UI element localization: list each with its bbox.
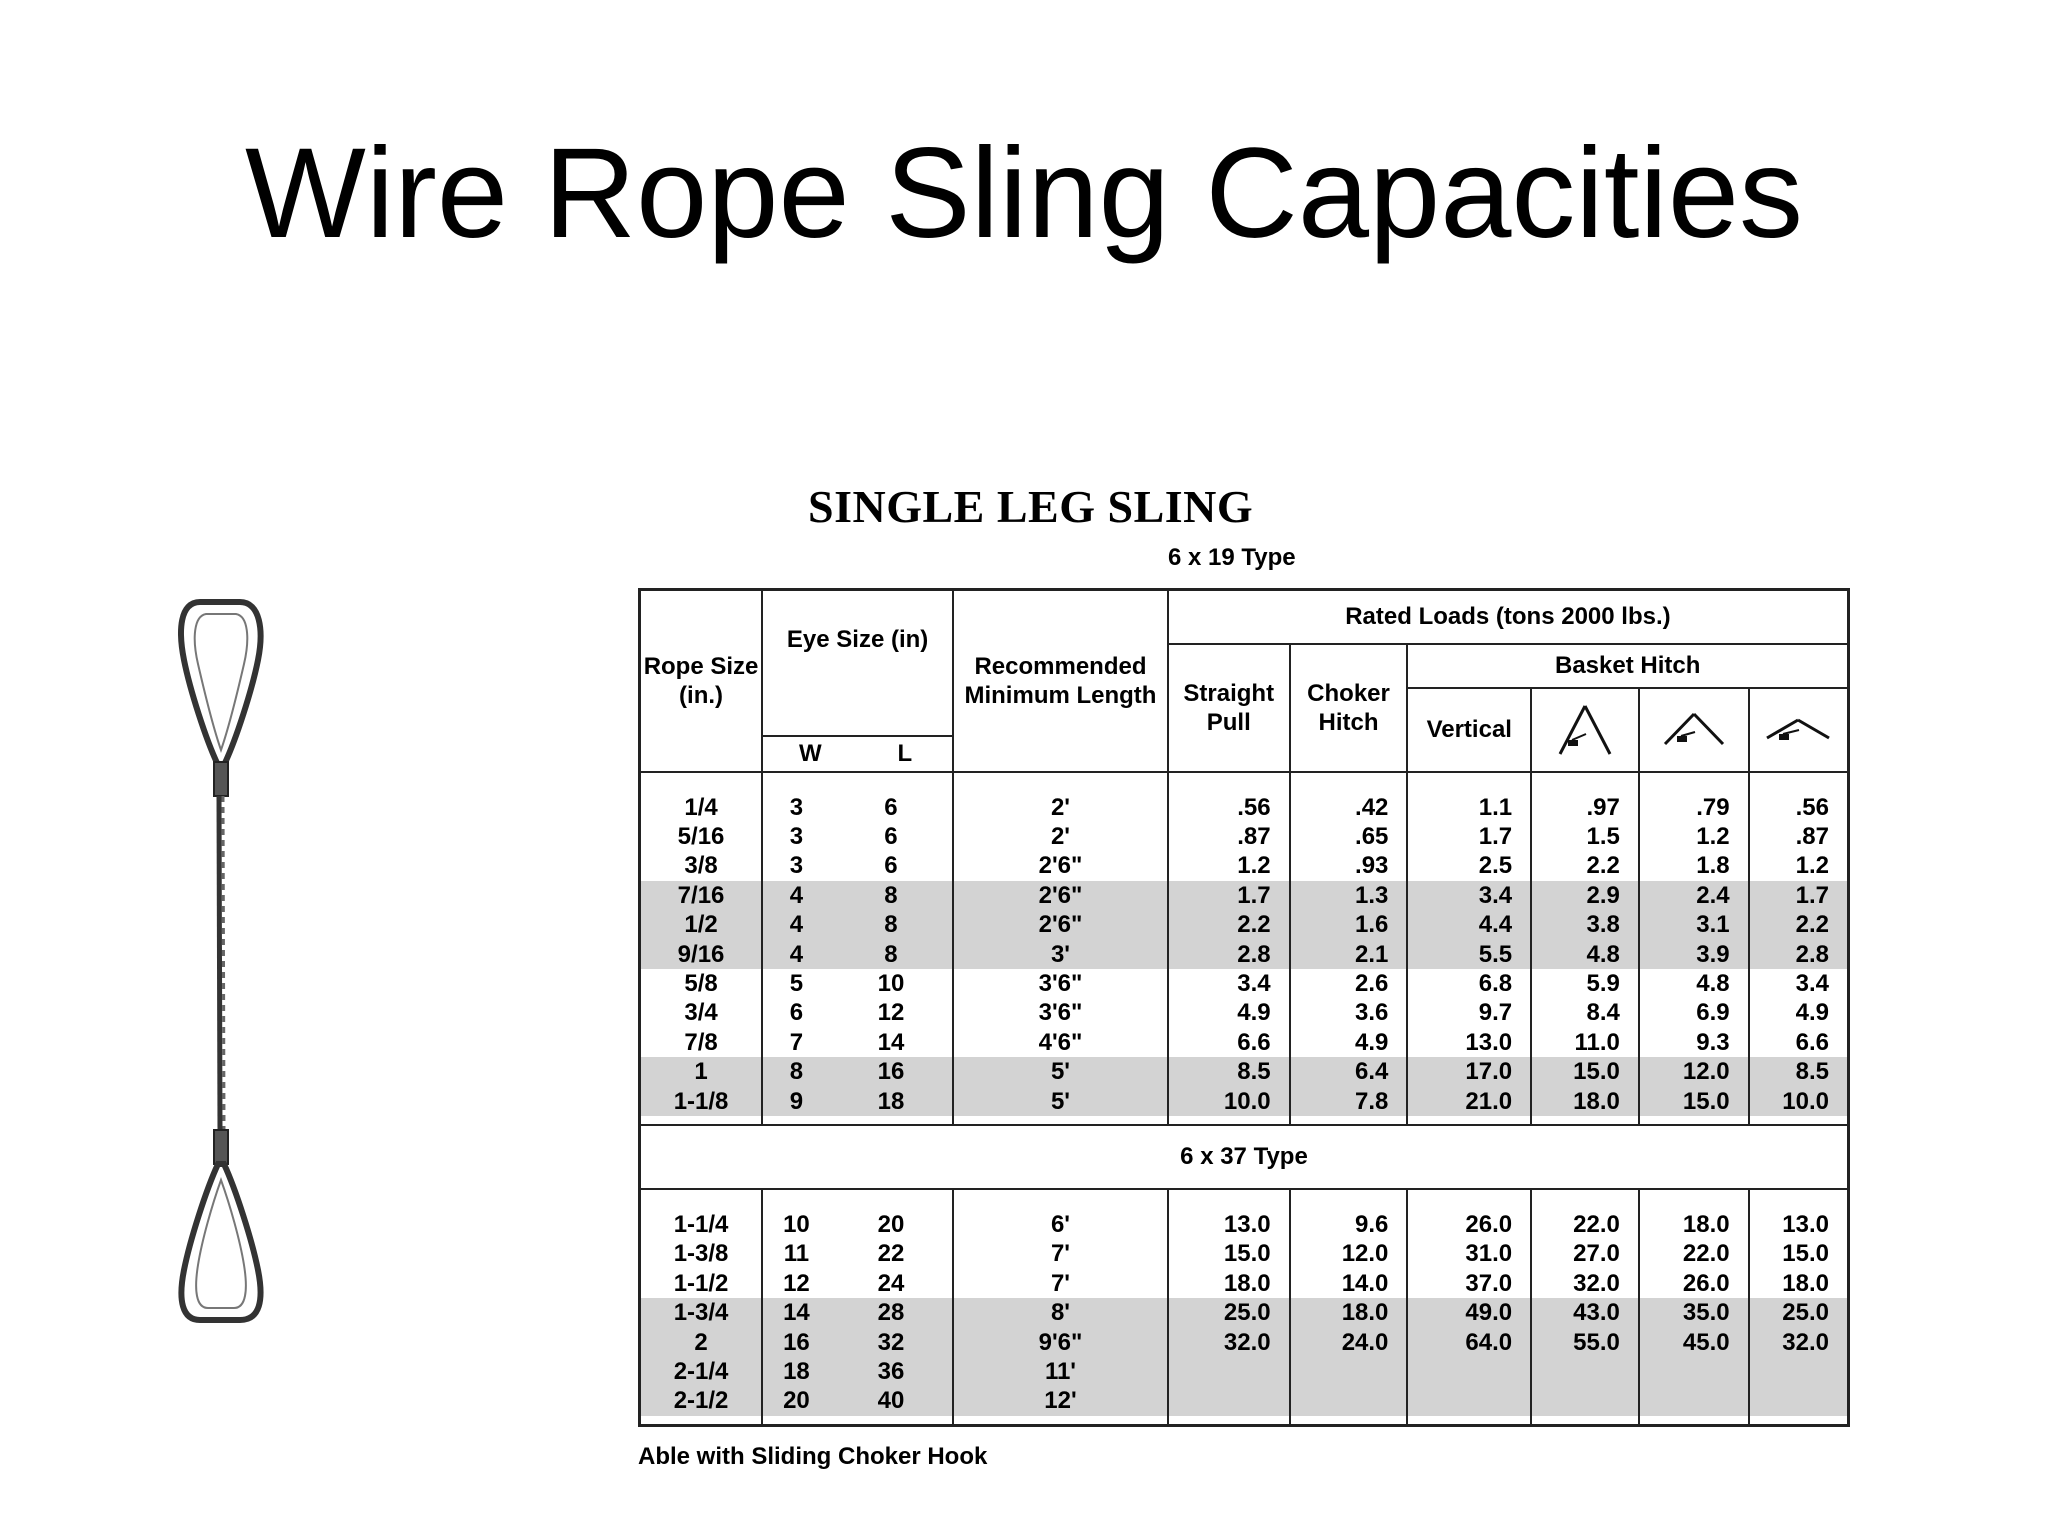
cell-eye-l: 14: [877, 1028, 905, 1056]
header-eye-l: L: [897, 739, 913, 767]
cell-basket-60: 32.0: [1531, 1269, 1639, 1298]
header-basket-hitch: Basket Hitch: [1407, 644, 1848, 688]
table-row: [640, 969, 1849, 998]
cell-straight-pull: 2.8: [1168, 939, 1290, 968]
cell-basket-30: 18.0: [1749, 1269, 1849, 1298]
cell-straight-pull: 32.0: [1168, 1327, 1290, 1356]
table-row: [640, 1057, 1849, 1086]
cell-choker-hitch: 24.0: [1290, 1327, 1408, 1356]
cell-eye-l: 12: [877, 999, 905, 1027]
cell-basket-60: 5.9: [1531, 969, 1639, 998]
cell-eye-w: 16: [762, 1327, 830, 1356]
basket-hitch-60-degree-icon: [1531, 688, 1639, 772]
cell-eye-w: 6: [762, 998, 830, 1027]
cell-basket-60: 55.0: [1531, 1327, 1639, 1356]
cell-basket-45: 15.0: [1639, 1086, 1749, 1115]
table-row: [640, 998, 1849, 1027]
cell-eye-l: 40: [830, 1386, 953, 1415]
cell-vertical: 6.8: [1407, 969, 1531, 998]
cell-basket-45: 18.0: [1639, 1210, 1749, 1239]
cell-basket-60: 27.0: [1531, 1239, 1639, 1268]
cell-choker-hitch: .42: [1290, 793, 1408, 822]
cell-basket-30: 6.6: [1749, 1028, 1849, 1057]
cell-choker-hitch: 6.4: [1290, 1057, 1408, 1086]
cell-vertical: 37.0: [1407, 1269, 1531, 1298]
cell-straight-pull: 10.0: [1168, 1086, 1290, 1115]
cell-min-length: 11': [953, 1357, 1168, 1386]
cell-eye-l: 8: [830, 881, 953, 910]
table-title: SINGLE LEG SLING: [808, 481, 1254, 532]
cell-eye-l: 24: [877, 1269, 905, 1297]
cell-choker-hitch: 9.6: [1290, 1210, 1408, 1239]
table-row: [640, 1239, 1849, 1268]
cell-rope-size: 5/16: [677, 823, 725, 851]
cell-vertical: 64.0: [1407, 1327, 1531, 1356]
cell-vertical: 1.7: [1407, 822, 1531, 851]
cell-basket-45: [1639, 1357, 1749, 1386]
cell-eye-l: 28: [830, 1298, 953, 1327]
header-rope-size: Rope Size (in.): [640, 590, 763, 772]
cell-eye-l: 16: [830, 1057, 953, 1086]
cell-choker-hitch: 3.6: [1290, 998, 1408, 1027]
cell-min-length: 3'6": [953, 969, 1168, 998]
cell-rope-size: 1-1/8: [640, 1086, 763, 1115]
cell-min-length: 4'6": [953, 1028, 1168, 1057]
header-eye-w: W: [799, 739, 822, 767]
cell-eye-w: 3: [762, 793, 830, 822]
cell-straight-pull: .87: [1168, 822, 1290, 851]
table-section-6x37: [640, 1125, 1849, 1189]
table-row: [640, 1357, 1849, 1386]
cell-straight-pull: 2.2: [1168, 910, 1290, 939]
cell-vertical: 4.4: [1407, 910, 1531, 939]
cell-basket-45: [1639, 1386, 1749, 1415]
basket-hitch-45-degree-icon: [1639, 688, 1749, 772]
cell-eye-l: 10: [877, 970, 905, 998]
cell-eye-l: 32: [830, 1327, 953, 1356]
cell-straight-pull: 6.6: [1168, 1028, 1290, 1057]
cell-choker-hitch: 12.0: [1290, 1239, 1408, 1268]
cell-eye-w: 10: [762, 1210, 830, 1239]
cell-vertical: 26.0: [1407, 1210, 1531, 1239]
cell-eye-w: 4: [762, 881, 830, 910]
cell-basket-30: 10.0: [1749, 1086, 1849, 1115]
cell-choker-hitch: 7.8: [1290, 1086, 1408, 1115]
cell-rope-size: 2: [640, 1327, 763, 1356]
cell-rope-size: 3/4: [684, 999, 718, 1027]
table-row: [640, 1269, 1849, 1298]
sling-capacity-table: [638, 588, 1850, 1427]
cell-vertical: [1407, 1357, 1531, 1386]
header-straight-pull: Straight Pull: [1168, 644, 1290, 772]
cell-basket-45: 9.3: [1639, 1028, 1749, 1057]
cell-basket-60: [1531, 1357, 1639, 1386]
table-row: [640, 1327, 1849, 1356]
cell-eye-w: 8: [762, 1057, 830, 1086]
cell-rope-size: 1/2: [640, 910, 763, 939]
cell-eye-w: 4: [762, 939, 830, 968]
cell-choker-hitch: .65: [1290, 822, 1408, 851]
cell-straight-pull: 18.0: [1168, 1269, 1290, 1298]
type-19-label: 6 x 19 Type: [1168, 544, 1296, 571]
cell-eye-l: 6: [884, 852, 898, 880]
cell-min-length: 5': [953, 1057, 1168, 1086]
cell-eye-l: 8: [830, 910, 953, 939]
cell-basket-30: 2.2: [1749, 910, 1849, 939]
cell-basket-60: 22.0: [1531, 1210, 1639, 1239]
cell-basket-45: 6.9: [1639, 998, 1749, 1027]
cell-straight-pull: 3.4: [1168, 969, 1290, 998]
cell-basket-30: [1749, 1386, 1849, 1415]
cell-straight-pull: 4.9: [1168, 998, 1290, 1027]
cell-rope-size: 9/16: [640, 939, 763, 968]
cell-basket-45: .79: [1639, 793, 1749, 822]
cell-rope-size: 3/8: [684, 852, 718, 880]
cell-basket-60: 15.0: [1531, 1057, 1639, 1086]
cell-basket-30: 4.9: [1749, 998, 1849, 1027]
cell-basket-60: 18.0: [1531, 1086, 1639, 1115]
cell-straight-pull: 25.0: [1168, 1298, 1290, 1327]
cell-basket-30: 2.8: [1749, 939, 1849, 968]
cell-straight-pull: 8.5: [1168, 1057, 1290, 1086]
header-eye-wl: [762, 688, 953, 772]
cell-basket-30: 13.0: [1749, 1210, 1849, 1239]
cell-basket-30: 32.0: [1749, 1327, 1849, 1356]
wire-rope-sling-icon: [160, 590, 310, 1330]
cell-eye-w: 12: [762, 1269, 830, 1298]
table-row: [640, 1086, 1849, 1115]
cell-eye-w: 3: [762, 851, 830, 880]
cell-basket-60: .97: [1531, 793, 1639, 822]
table-row: [640, 910, 1849, 939]
cell-vertical: 17.0: [1407, 1057, 1531, 1086]
basket-hitch-30-degree-icon: [1749, 688, 1849, 772]
table-row: [640, 1386, 1849, 1415]
cell-vertical: 49.0: [1407, 1298, 1531, 1327]
cell-eye-l: 6: [884, 823, 898, 851]
cell-straight-pull: [1168, 1386, 1290, 1415]
header-eye-size: Eye Size (in): [762, 590, 953, 688]
cell-rope-size: 1-3/4: [640, 1298, 763, 1327]
cell-min-length: 2'6": [953, 881, 1168, 910]
cell-rope-size: 1: [640, 1057, 763, 1086]
cell-vertical: [1407, 1386, 1531, 1415]
cell-basket-30: 3.4: [1749, 969, 1849, 998]
cell-vertical: 21.0: [1407, 1086, 1531, 1115]
cell-basket-60: [1531, 1386, 1639, 1415]
cell-vertical: 3.4: [1407, 881, 1531, 910]
cell-rope-size: 2-1/2: [640, 1386, 763, 1415]
cell-eye-l: 18: [830, 1086, 953, 1115]
cell-straight-pull: .56: [1168, 793, 1290, 822]
cell-basket-60: 11.0: [1531, 1028, 1639, 1057]
cell-eye-w: 5: [762, 969, 830, 998]
cell-choker-hitch: 4.9: [1290, 1028, 1408, 1057]
cell-choker-hitch: 1.6: [1290, 910, 1408, 939]
cell-basket-30: [1749, 1357, 1849, 1386]
cell-basket-60: 4.8: [1531, 939, 1639, 968]
table-row: [640, 1210, 1849, 1239]
cell-basket-45: 2.4: [1639, 881, 1749, 910]
cell-basket-60: 43.0: [1531, 1298, 1639, 1327]
cell-min-length: 2': [953, 822, 1168, 851]
cell-eye-w: 9: [762, 1086, 830, 1115]
cell-basket-30: .87: [1749, 822, 1849, 851]
cell-rope-size: 5/8: [684, 970, 718, 998]
cell-min-length: 7': [953, 1239, 1168, 1268]
cell-straight-pull: 1.7: [1168, 881, 1290, 910]
cell-choker-hitch: 1.3: [1290, 881, 1408, 910]
cell-basket-45: 12.0: [1639, 1057, 1749, 1086]
cell-basket-45: 3.9: [1639, 939, 1749, 968]
cell-vertical: 13.0: [1407, 1028, 1531, 1057]
cell-min-length: 7': [953, 1269, 1168, 1298]
table-row: [640, 939, 1849, 968]
cell-rope-size: 7/16: [640, 881, 763, 910]
cell-straight-pull: 13.0: [1168, 1210, 1290, 1239]
type-37-label: 6 x 37 Type: [640, 1125, 1849, 1189]
cell-choker-hitch: [1290, 1386, 1408, 1415]
cell-basket-30: 1.7: [1749, 881, 1849, 910]
header-vertical: Vertical: [1407, 688, 1531, 772]
footnote: Able with Sliding Choker Hook: [638, 1443, 988, 1470]
cell-rope-size: 2-1/4: [640, 1357, 763, 1386]
cell-min-length: 12': [953, 1386, 1168, 1415]
cell-min-length: 6': [953, 1210, 1168, 1239]
cell-vertical: 9.7: [1407, 998, 1531, 1027]
cell-vertical: 2.5: [1407, 851, 1531, 880]
cell-min-length: 3'6": [953, 998, 1168, 1027]
cell-vertical: 31.0: [1407, 1239, 1531, 1268]
cell-basket-30: 1.2: [1749, 851, 1849, 880]
cell-min-length: 8': [953, 1298, 1168, 1327]
header-choker-hitch: Choker Hitch: [1290, 644, 1408, 772]
cell-min-length: 2'6": [953, 851, 1168, 880]
cell-eye-l: 6: [884, 793, 898, 821]
cell-eye-w: 11: [762, 1239, 830, 1268]
cell-min-length: 2': [953, 793, 1168, 822]
cell-straight-pull: 15.0: [1168, 1239, 1290, 1268]
cell-basket-45: 3.1: [1639, 910, 1749, 939]
cell-min-length: 5': [953, 1086, 1168, 1115]
cell-eye-w: 4: [762, 910, 830, 939]
cell-rope-size: 1/4: [684, 793, 718, 821]
cell-eye-l: 22: [877, 1240, 905, 1268]
cell-basket-60: 8.4: [1531, 998, 1639, 1027]
table-row: [640, 881, 1849, 910]
table-body-6x19: [640, 772, 1849, 1125]
cell-basket-30: .56: [1749, 793, 1849, 822]
slide-title: Wire Rope Sling Capacities: [245, 122, 1803, 265]
cell-eye-w: 7: [762, 1028, 830, 1057]
table-row: [640, 822, 1849, 851]
cell-basket-60: 3.8: [1531, 910, 1639, 939]
cell-rope-size: 7/8: [684, 1028, 718, 1056]
cell-eye-l: 36: [830, 1357, 953, 1386]
cell-basket-60: 2.2: [1531, 851, 1639, 880]
cell-basket-45: 4.8: [1639, 969, 1749, 998]
cell-straight-pull: 1.2: [1168, 851, 1290, 880]
cell-rope-size: 1-3/8: [673, 1240, 729, 1268]
cell-min-length: 9'6": [953, 1327, 1168, 1356]
table-row: [640, 1298, 1849, 1327]
cell-basket-60: 2.9: [1531, 881, 1639, 910]
cell-choker-hitch: 2.6: [1290, 969, 1408, 998]
cell-choker-hitch: 18.0: [1290, 1298, 1408, 1327]
cell-basket-60: 1.5: [1531, 822, 1639, 851]
table-row: [640, 851, 1849, 880]
cell-eye-w: 20: [762, 1386, 830, 1415]
cell-basket-45: 1.8: [1639, 851, 1749, 880]
cell-choker-hitch: 2.1: [1290, 939, 1408, 968]
cell-choker-hitch: .93: [1290, 851, 1408, 880]
cell-basket-30: 25.0: [1749, 1298, 1849, 1327]
cell-basket-45: 26.0: [1639, 1269, 1749, 1298]
cell-vertical: 5.5: [1407, 939, 1531, 968]
header-rated-loads: Rated Loads (tons 2000 lbs.): [1168, 590, 1849, 644]
cell-eye-w: 14: [762, 1298, 830, 1327]
cell-min-length: 3': [953, 939, 1168, 968]
table-row: [640, 793, 1849, 822]
cell-basket-45: 45.0: [1639, 1327, 1749, 1356]
cell-rope-size: 1-1/4: [673, 1210, 729, 1238]
table-body-6x37: [640, 1189, 1849, 1425]
cell-vertical: 1.1: [1407, 793, 1531, 822]
cell-basket-45: 35.0: [1639, 1298, 1749, 1327]
cell-straight-pull: [1168, 1357, 1290, 1386]
cell-choker-hitch: [1290, 1357, 1408, 1386]
cell-basket-30: 8.5: [1749, 1057, 1849, 1086]
table-row: [640, 1028, 1849, 1057]
cell-choker-hitch: 14.0: [1290, 1269, 1408, 1298]
cell-eye-l: 20: [877, 1210, 905, 1238]
cell-basket-45: 1.2: [1639, 822, 1749, 851]
cell-min-length: 2'6": [953, 910, 1168, 939]
cell-eye-w: 3: [762, 822, 830, 851]
cell-eye-l: 8: [830, 939, 953, 968]
header-min-length: Recommended Minimum Length: [953, 590, 1168, 772]
cell-basket-30: 15.0: [1749, 1239, 1849, 1268]
cell-eye-w: 18: [762, 1357, 830, 1386]
cell-rope-size: 1-1/2: [673, 1269, 729, 1297]
cell-basket-45: 22.0: [1639, 1239, 1749, 1268]
